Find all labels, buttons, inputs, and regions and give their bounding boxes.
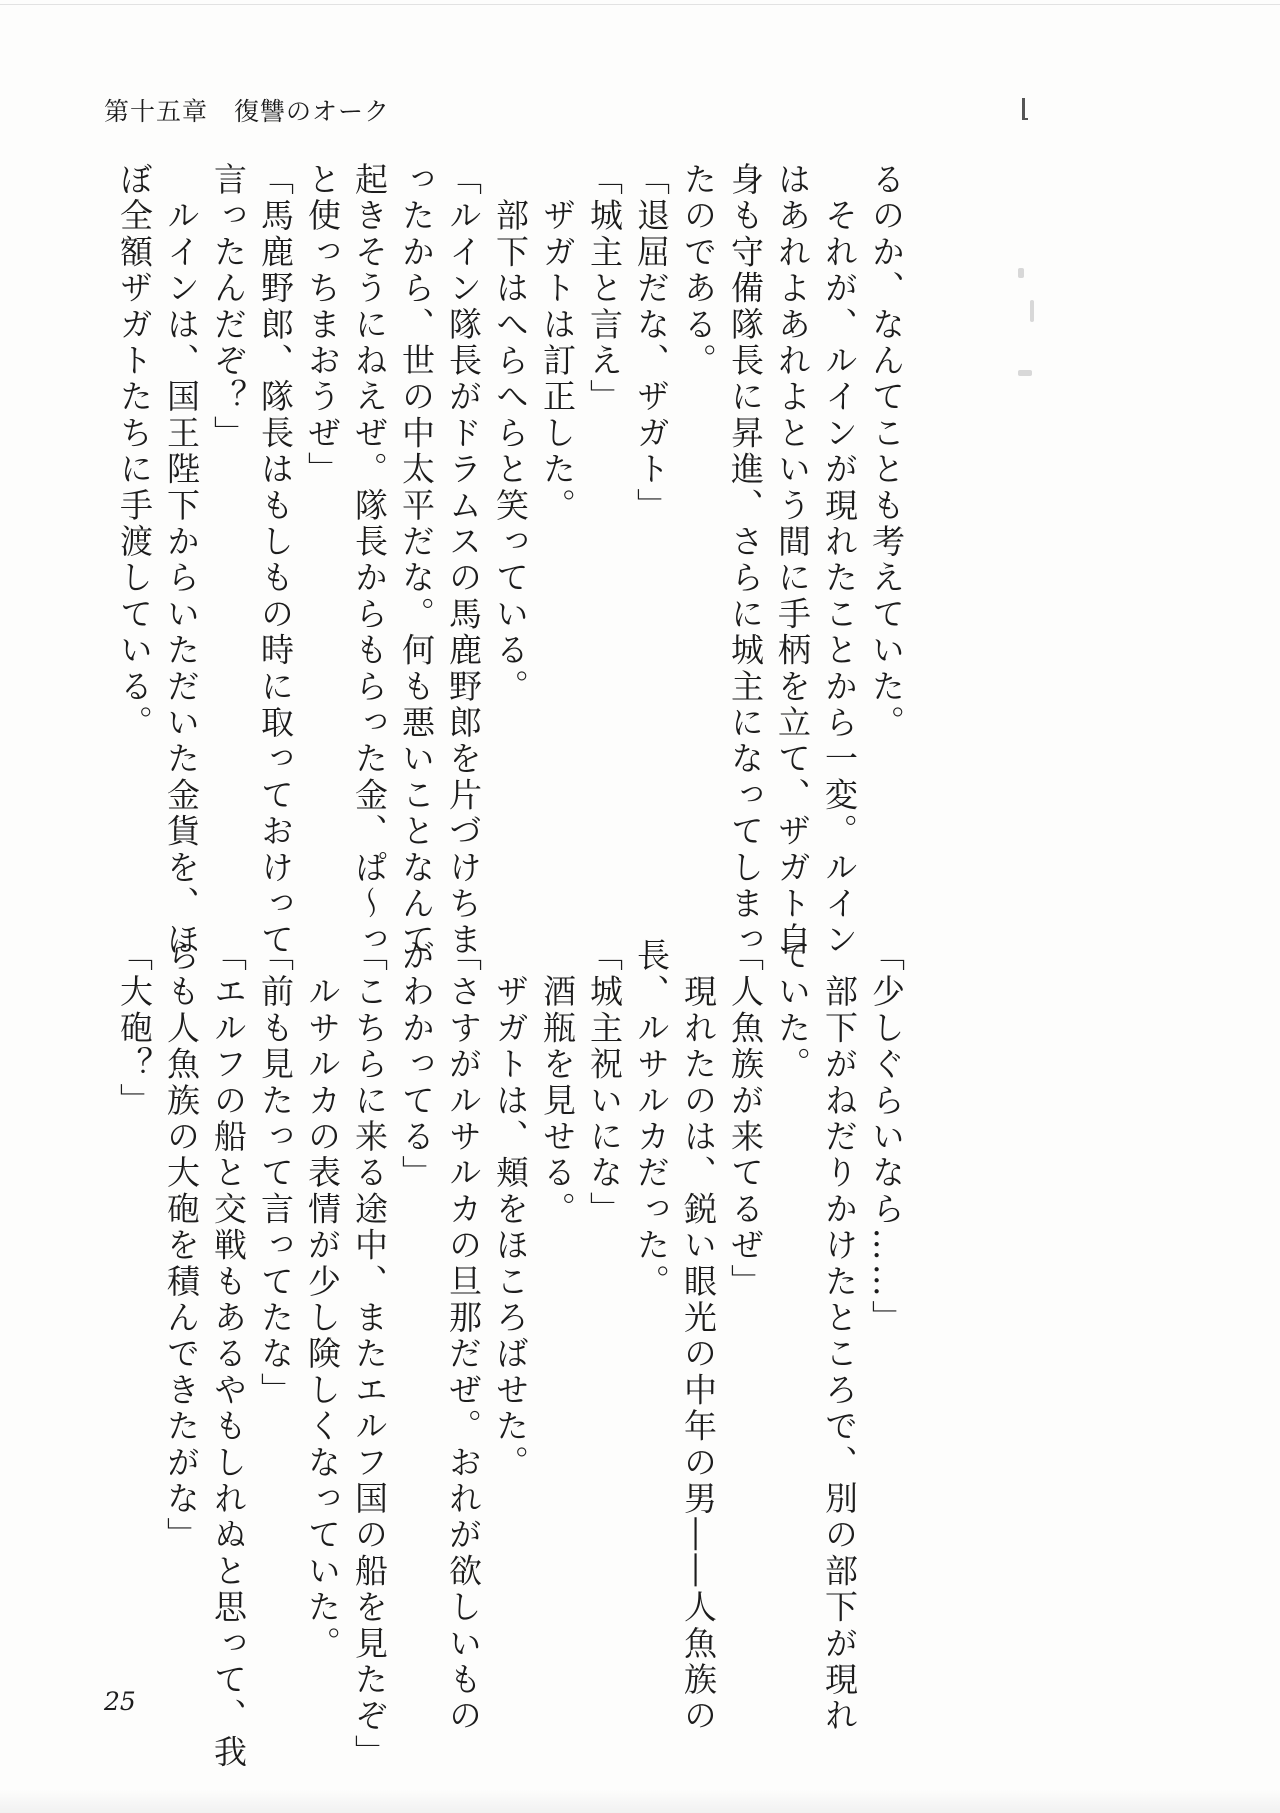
text-line: 「ルイン隊長がドラムスの馬鹿野郎を片づけちま	[444, 162, 483, 959]
text-line: 「前も見たって言ってたな」	[256, 938, 295, 1409]
corner-bracket-mark	[1022, 98, 1025, 120]
text-line: 「退屈だな、ザガト」	[632, 162, 671, 524]
text-line: ルインは、国王陛下からいただいた金貨を、ほ	[162, 162, 201, 959]
text-line: 「少しぐらいなら……」	[867, 938, 906, 1337]
text-line: 「大砲？」	[115, 938, 154, 1119]
text-line: ザガトは訂正した。	[538, 162, 577, 524]
text-line: ぼ全額ザガトたちに手渡している。	[115, 162, 154, 742]
text-line: 「人魚族が来てるぜ」	[726, 938, 765, 1300]
text-line: るのか、なんてことも考えていた。	[867, 162, 906, 742]
scan-shadow	[0, 1790, 1280, 1813]
text-line: 「エルフの船と交戦もあるやもしれぬと思って、我	[209, 938, 248, 1771]
text-line: 長、ルサルカだった。	[632, 938, 671, 1300]
text-line: 「城主祝いにな」	[585, 938, 624, 1228]
text-line: 「こちらに来る途中、またエルフ国の船を見たぞ」	[350, 938, 389, 1771]
text-line: はあれよあれよという間に手柄を立て、ザガト自	[773, 162, 812, 959]
text-line: ったから、世の中太平だな。何も悪いことなんて	[397, 162, 436, 959]
scan-smudge	[1018, 268, 1024, 278]
text-line: 酒瓶を見せる。	[538, 938, 577, 1228]
scan-smudge	[1018, 370, 1032, 376]
text-line: らも人魚族の大砲を積んできたがな」	[162, 938, 201, 1554]
upper-text-block	[111, 162, 910, 959]
text-line: たのである。	[679, 162, 718, 380]
text-line: 身も守備隊長に昇進、さらに城主になってしまっ	[726, 162, 765, 959]
text-line: それが、ルインが現れたことから一変。ルイン	[820, 162, 859, 959]
page-edge-line	[0, 4, 1280, 5]
text-line: 部下がねだりかけたところで、別の部下が現れ	[820, 938, 859, 1735]
page-number: 25	[104, 1687, 136, 1716]
text-line: 言ったんだぞ？」	[209, 162, 248, 452]
text-line: 「馬鹿野郎、隊長はもしもの時に取っておけって	[256, 162, 295, 959]
text-line: と使っちまおうぜ」	[303, 162, 342, 488]
scan-smudge	[1030, 300, 1034, 322]
text-line: 「城主と言え」	[585, 162, 624, 416]
chapter-title: 第十五章 復讐のオーク	[104, 97, 391, 126]
text-line: 部下はへらへらと笑っている。	[491, 162, 530, 705]
text-line: 起きそうにねえぜ。隊長からもらった金、ぱ～っ	[350, 162, 389, 959]
text-line: 現れたのは、鋭い眼光の中年の男――人魚族の	[679, 938, 718, 1735]
text-line: ルサルカの表情が少し険しくなっていた。	[303, 938, 342, 1662]
text-line: 「さすがルサルカの旦那だぜ。おれが欲しいもの	[444, 938, 483, 1735]
text-line: ザガトは、頬をほころばせた。	[491, 938, 530, 1481]
text-line: がわかってる」	[397, 938, 436, 1192]
text-line: ていた。	[773, 938, 812, 1083]
